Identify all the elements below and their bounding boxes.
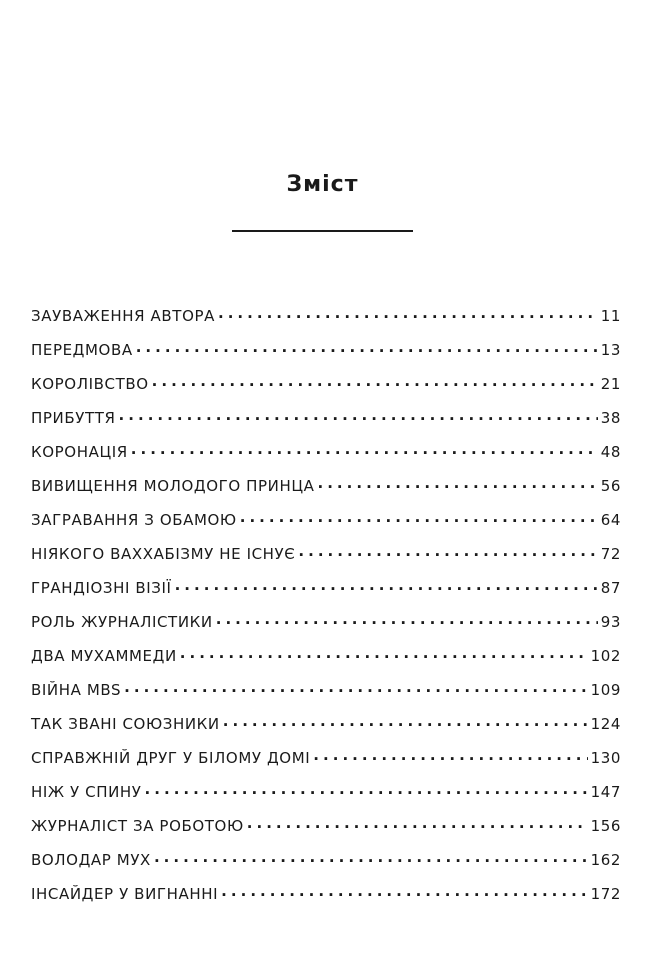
toc-entry-page: 162 (590, 851, 621, 869)
toc-entry[interactable] (31, 749, 621, 783)
toc-entry-page: 124 (590, 715, 621, 733)
toc-entry-page: 147 (590, 783, 621, 801)
dot-leader (298, 542, 597, 560)
toc-entry[interactable] (31, 783, 621, 817)
toc-entry[interactable] (31, 477, 621, 511)
dot-leader (240, 508, 598, 526)
dot-leader (175, 576, 598, 594)
dot-leader (131, 440, 598, 458)
dot-leader (145, 780, 588, 798)
toc-entry-page: 13 (600, 341, 621, 359)
title-divider (232, 230, 413, 232)
dot-leader (124, 678, 587, 696)
page-title: Зміст (286, 172, 359, 197)
toc-entry-page: 11 (600, 307, 621, 325)
toc-entry[interactable] (31, 885, 621, 919)
dot-leader (247, 814, 588, 832)
dot-leader (223, 712, 588, 730)
toc-entry[interactable] (31, 511, 621, 545)
toc-entry-title: КОРОЛІВСТВО (31, 375, 149, 393)
toc-entry-page: 56 (600, 477, 621, 495)
dot-leader (119, 406, 598, 424)
toc-entry[interactable] (31, 851, 621, 885)
dot-leader (221, 882, 587, 900)
toc-entry-title: НІЖ У СПИНУ (31, 783, 142, 801)
toc-entry[interactable] (31, 647, 621, 681)
toc-entry[interactable] (31, 375, 621, 409)
dot-leader (218, 304, 598, 322)
toc-entry-title: ТАК ЗВАНІ СОЮЗНИКИ (31, 715, 220, 733)
toc-entry[interactable] (31, 715, 621, 749)
toc-entry-title: ПЕРЕДМОВА (31, 341, 133, 359)
toc-entry[interactable] (31, 307, 621, 341)
table-of-contents (31, 307, 621, 919)
toc-entry-title: ДВА МУХАММЕДИ (31, 647, 177, 665)
dot-leader (180, 644, 588, 662)
toc-entry[interactable] (31, 443, 621, 477)
toc-entry-page: 21 (600, 375, 621, 393)
toc-entry[interactable] (31, 409, 621, 443)
toc-entry-page: 38 (600, 409, 621, 427)
toc-entry[interactable] (31, 579, 621, 613)
toc-entry-page: 102 (590, 647, 621, 665)
toc-entry-title: ЗАУВАЖЕННЯ АВТОРА (31, 307, 215, 325)
toc-entry-title: ВОЛОДАР МУХ (31, 851, 151, 869)
toc-entry-title: ЖУРНАЛІСТ ЗА РОБОТОЮ (31, 817, 244, 835)
toc-entry-title: ГРАНДІОЗНІ ВІЗІЇ (31, 579, 172, 597)
toc-entry-page: 172 (590, 885, 621, 903)
toc-entry[interactable] (31, 341, 621, 375)
toc-entry[interactable] (31, 681, 621, 715)
toc-entry[interactable] (31, 817, 621, 851)
toc-entry-title: КОРОНАЦІЯ (31, 443, 128, 461)
toc-entry-page: 156 (590, 817, 621, 835)
toc-entry-page: 93 (600, 613, 621, 631)
dot-leader (216, 610, 598, 628)
toc-entry[interactable] (31, 545, 621, 579)
dot-leader (152, 372, 598, 390)
dot-leader (136, 338, 598, 356)
toc-entry-title: НІЯКОГО ВАХХАБІЗМУ НЕ ІСНУЄ (31, 545, 296, 563)
toc-entry-page: 109 (590, 681, 621, 699)
toc-entry-page: 48 (600, 443, 621, 461)
toc-entry-page: 72 (600, 545, 621, 563)
toc-entry-title: ЗАГРАВАННЯ З ОБАМОЮ (31, 511, 237, 529)
toc-entry-title: РОЛЬ ЖУРНАЛІСТИКИ (31, 613, 213, 631)
toc-entry-title: ВИВИЩЕННЯ МОЛОДОГО ПРИНЦА (31, 477, 315, 495)
dot-leader (313, 746, 587, 764)
toc-entry[interactable] (31, 613, 621, 647)
toc-entry-page: 64 (600, 511, 621, 529)
toc-entry-page: 130 (590, 749, 621, 767)
toc-entry-title: СПРАВЖНІЙ ДРУГ У БІЛОМУ ДОМІ (31, 749, 311, 767)
toc-entry-title: ІНСАЙДЕР У ВИГНАННІ (31, 885, 219, 903)
dot-leader (154, 848, 588, 866)
toc-entry-page: 87 (600, 579, 621, 597)
dot-leader (317, 474, 597, 492)
toc-entry-title: ВІЙНА MBS (31, 681, 122, 699)
toc-entry-title: ПРИБУТТЯ (31, 409, 116, 427)
